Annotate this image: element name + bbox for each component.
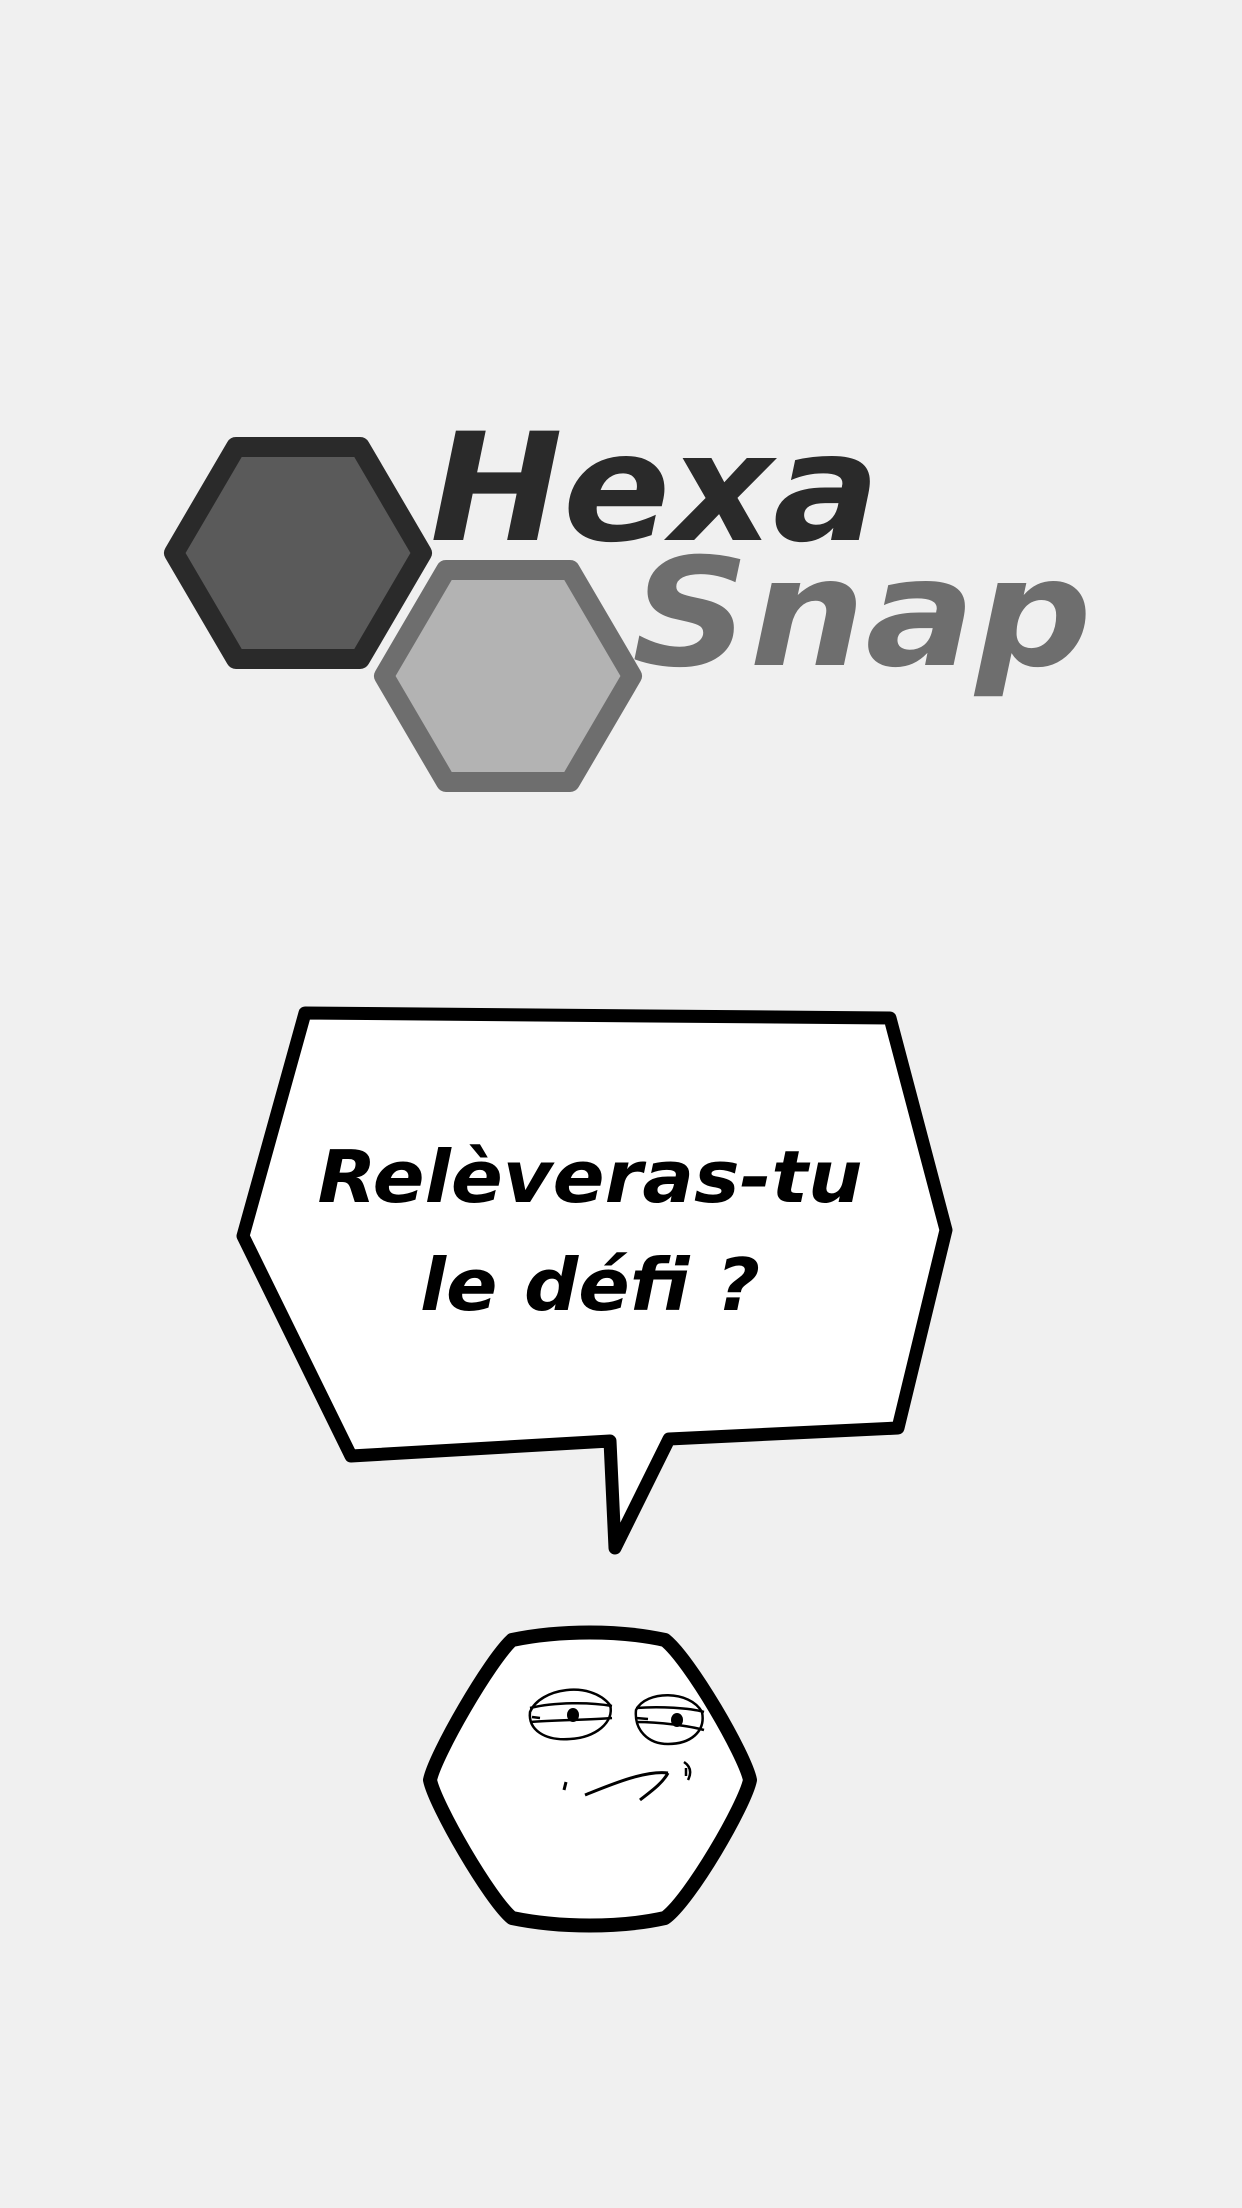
logo-word-snap: Snap [632, 527, 1092, 701]
mascot-head [430, 1633, 750, 1926]
mascot-nose [564, 1782, 566, 1790]
hexagon-face-icon [430, 1633, 750, 1926]
logo-word-hexa: Hexa [430, 402, 880, 576]
speech-bubble-line-1: Relèveras-tu [317, 1135, 863, 1219]
hexasnap-logo [174, 402, 1092, 782]
speech-bubble [243, 1013, 946, 1548]
speech-bubble-line-2: le défi ? [420, 1243, 760, 1327]
logo-hexagon-light [384, 570, 632, 782]
logo-hexagon-dark [174, 447, 422, 659]
